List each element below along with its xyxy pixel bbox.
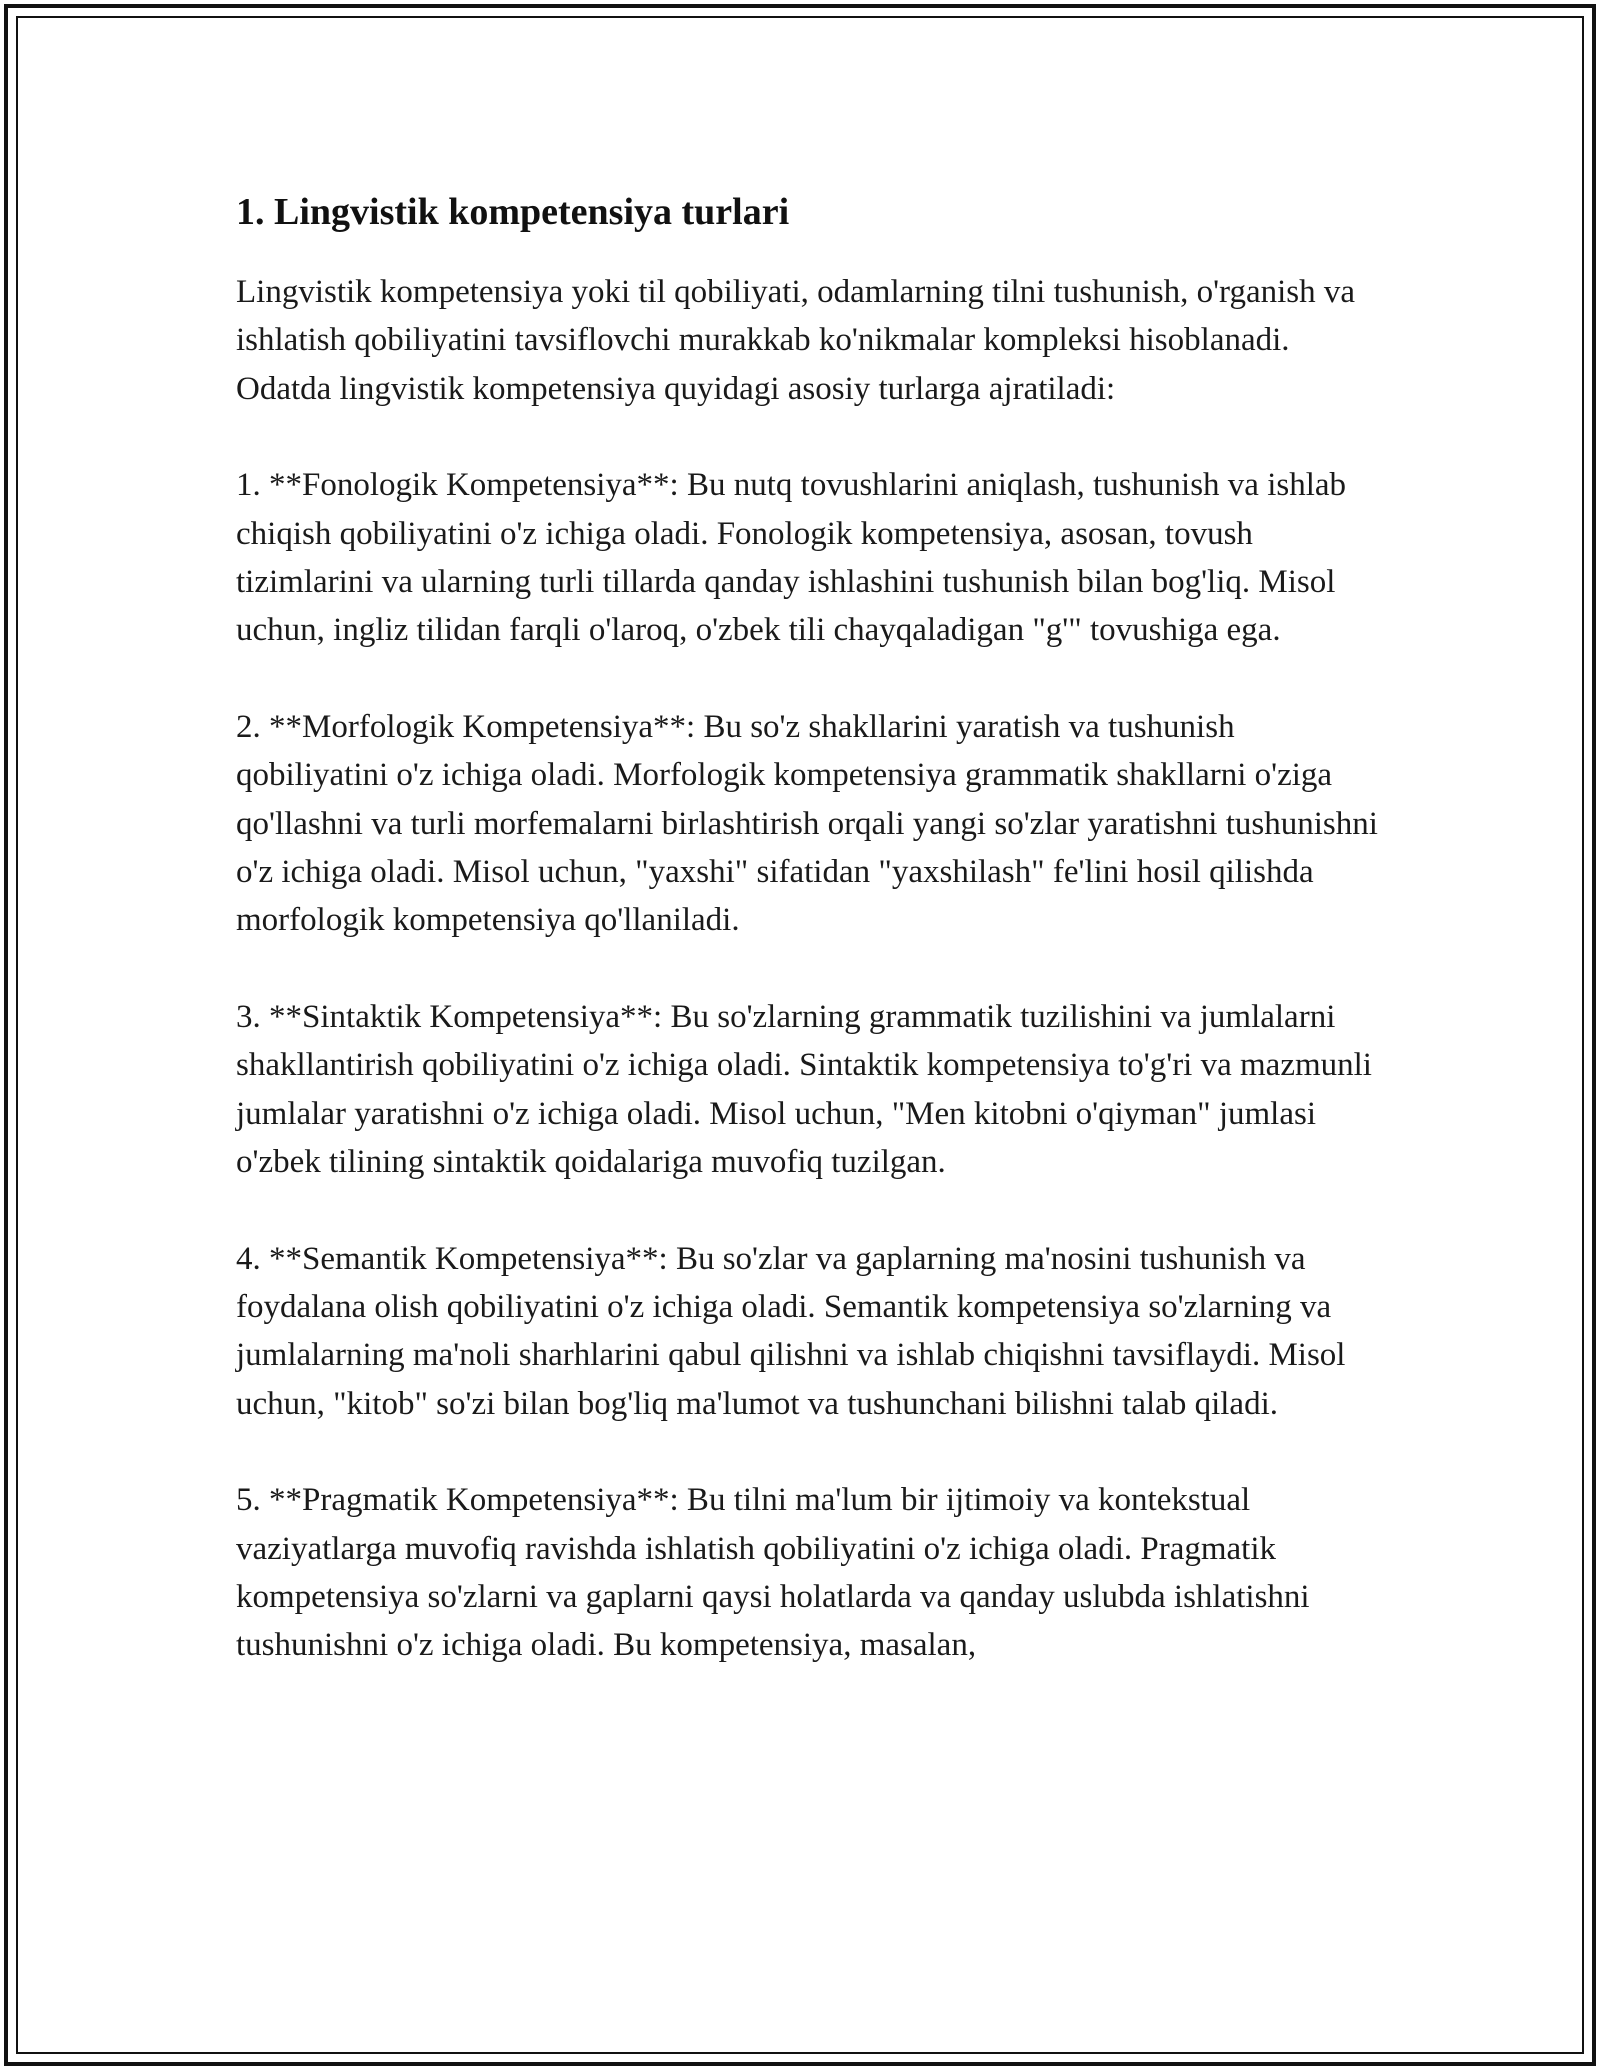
paragraph-fonologik: 1. **Fonologik Kompetensiya**: Bu nutq tovushlarini aniqlash, tushunish va ishlab chiqish qobiliyatini o'z ichiga oladi. Fonologik kompetensiya, asosan, tovush tizimlarini va ularning turli tillarda qanday ishlashini tushunish bilan bog'liq. Misol uchun, ingliz tilidan farqli o'laroq, o'zbek tili chayqaladigan "g'" tovushiga ega.	[236, 467, 1347, 649]
document-body	[236, 184, 1386, 1718]
intro-paragraph: Lingvistik kompetensiya yoki til qobiliyati, odamlarning tilni tushunish, o'rganish va ishlatish qobiliyatini tavsiflovchi murakkab ko'nikmalar kompleksi hisoblanadi. Odatda lingvistik kompetensiya quyidagi asosiy turlarga ajratiladi:	[236, 274, 1356, 407]
paragraph-semantik: 4. **Semantik Kompetensiya**: Bu so'zlar va gaplarning ma'nosini tushunish va foydalana olish qobiliyatini o'z ichiga oladi. Semantik kompetensiya so'zlarning va jumlalarning ma'noli sharhlarini qabul qilishni va ishlab chiqishni tavsiflaydi. Misol uchun, "kitob" so'zi bilan bog'liq ma'lumot va tushunchani bilishni talab qiladi.	[236, 1240, 1346, 1422]
paragraph-morfologik: 2. **Morfologik Kompetensiya**: Bu so'z shakllarini yaratish va tushunish qobiliyatini o'z ichiga oladi. Morfologik kompetensiya grammatik shakllarni o'ziga qo'llashni va turli morfemalarni birlashtirish orqali yangi so'zlar yaratishni tushunishni o'z ichiga oladi. Misol uchun, "yaxshi" sifatidan "yaxshilash" fe'lini hosil qilishda morfologik kompetensiya qo'llaniladi.	[236, 708, 1378, 939]
paragraph-sintaktik: 3. **Sintaktik Kompetensiya**: Bu so'zlarning grammatik tuzilishini va jumlalarni shakllantirish qobiliyatini o'z ichiga oladi. Sintaktik kompetensiya to'g'ri va mazmunli jumlalar yaratishni o'z ichiga oladi. Misol uchun, "Men kitobni o'qiyman" jumlasi o'zbek tilining sintaktik qoidalariga muvofiq tuzilgan.	[236, 998, 1372, 1181]
paragraph-pragmatik: 5. **Pragmatik Kompetensiya**: Bu tilni ma'lum bir ijtimoiy va kontekstual vaziyatlarga muvofiq ravishda ishlatish qobiliyatini o'z ichiga oladi. Pragmatik kompetensiya so'zlarni va gaplarni qaysi holatlarda va qanday uslubda ishlatishni tushunishni o'z ichiga oladi. Bu kompetensiya, masalan,	[236, 1482, 1310, 1664]
document-title: 1. Lingvistik kompetensiya turlari	[236, 191, 790, 233]
